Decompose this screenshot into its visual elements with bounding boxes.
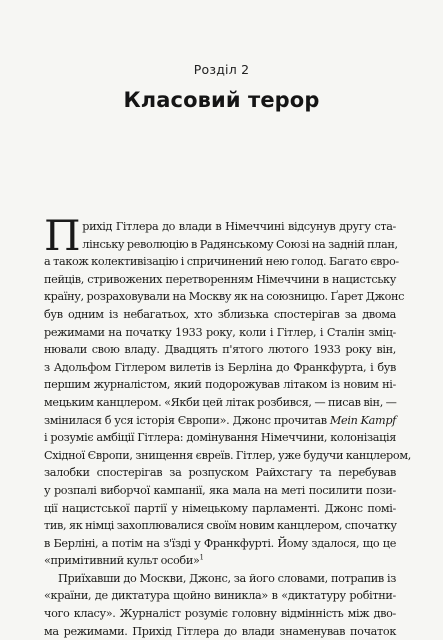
text-line — [44, 482, 396, 500]
line-text: залобки спостерігав за розпуском Райхстагу та перебував — [44, 466, 396, 480]
text-line — [44, 341, 396, 359]
text-line — [44, 500, 396, 518]
line-text: і розуміє амбіції Гітлера: домінування Німеччини, колонізація — [44, 431, 396, 445]
text-line — [44, 288, 405, 306]
body-text — [44, 211, 411, 640]
text-line — [44, 570, 396, 588]
line-text: першим журналістом, який подорожував літаком із новим ні- — [44, 378, 396, 392]
line-text: ції нацистської партії у німецькому парламенті. Джонс помі- — [44, 501, 396, 515]
line-text: в Берліні, а потім на з'їзді у Франкфурті. Йому здалося, що це — [44, 536, 396, 550]
line-text: тив, як німці захоплювалися своїм новим канцлером, спочатку — [44, 519, 397, 533]
line-text: «країни, де диктатура щойно виникла» в «диктатуру робітни- — [44, 589, 396, 603]
chapter-title: Класовий терор — [123, 88, 320, 112]
line-text: «примітивний культ особи» — [44, 554, 200, 568]
line-text: пейців, стривожених перетворенням Німеччини в нацистську — [44, 272, 396, 286]
text-line — [44, 376, 396, 394]
line-text: у розпалі виборчої кампанії, яка мала на меті посилити пози- — [44, 483, 396, 497]
text-line — [44, 253, 399, 271]
text-line — [44, 464, 396, 482]
text-line — [44, 236, 396, 254]
text-line — [44, 447, 411, 465]
line-text: з Адольфом Гітлером вилетів із Берліна до Франкфурта, і був — [44, 360, 396, 374]
line-text: Приїхавши до Москви, Джонс, за його словами, потрапив із — [58, 571, 396, 585]
line-text: режимами на початку 1933 року, коли і Гітлер, і Сталін зміц- — [44, 325, 396, 339]
line-text: рихід Гітлера до влади в Німеччині відсунув другу ста- — [82, 220, 396, 233]
text-line — [44, 587, 396, 605]
text-line — [44, 271, 396, 289]
text-line — [44, 605, 396, 623]
chapter-label: Розділ 2 — [193, 62, 250, 77]
text-line — [44, 394, 396, 412]
text-line — [44, 623, 396, 640]
line-text: Східної Європи, знищення євреїв. Гітлер, уже будучи канцлером, — [44, 448, 411, 462]
line-text: змінилася б уся історія Європи». Джонс прочитав — [44, 413, 330, 427]
text-line — [44, 535, 396, 553]
line-text: чого класу». Журналіст розуміє головну відмінність між дво- — [44, 607, 396, 621]
line-text: лінську революцію в Радянському Союзі на задній план, — [82, 237, 398, 251]
line-text: мецьким канцлером. «Якби цей літак розбився, — писав він, — — [44, 395, 397, 409]
line-text: ма режимами. Прихід Гітлера до влади знаменував початок — [44, 624, 396, 638]
text-line — [44, 324, 396, 342]
footnote-ref[interactable]: 1 — [199, 553, 204, 562]
line-text: був одним із небагатьох, хто зблизька спостерігав за двома — [44, 307, 396, 321]
line-text: нювали свою владу. Двадцять п'ятого лютого 1933 року він, — [44, 343, 396, 357]
line-text: країну, розраховували на Москву як на союзницю. Ґарет Джонс — [44, 290, 405, 304]
text-line — [44, 359, 396, 377]
line-text: а також колективізацію і спричинений нею голод. Багато євро- — [44, 255, 399, 269]
book-title: Mein Kampf — [329, 413, 396, 427]
text-line — [44, 412, 396, 430]
text-line — [44, 429, 396, 447]
text-line — [44, 517, 396, 535]
text-line — [44, 552, 396, 570]
text-line — [44, 306, 396, 324]
drop-cap: П — [44, 211, 81, 260]
